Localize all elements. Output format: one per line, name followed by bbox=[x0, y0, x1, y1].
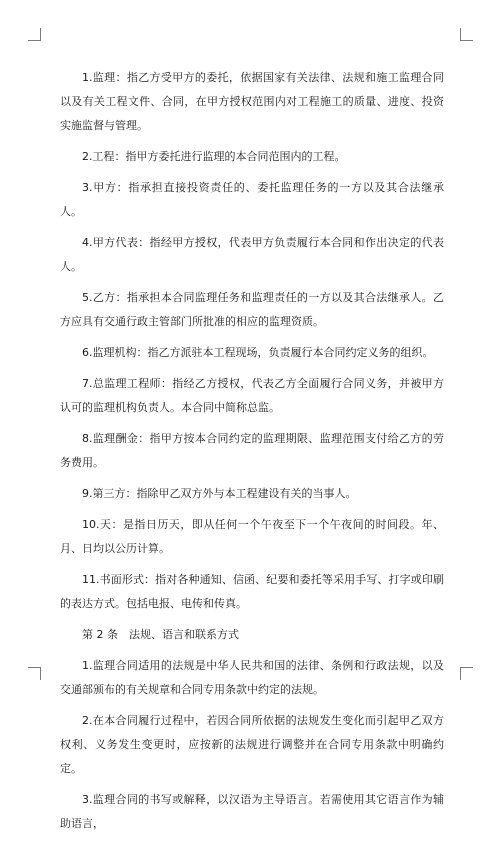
paragraph-def-project: 2.工程：指甲方委托进行监理的本合同范围内的工程。 bbox=[82, 150, 346, 163]
section-heading-article-2: 第 2 条 法规、语言和联系方式 bbox=[82, 628, 239, 641]
crop-mark-bottom-right bbox=[460, 667, 473, 680]
paragraph-def-chief-engineer: 7.总监理工程师：指经乙方授权，代表乙方全面履行合同义务，并被甲方认可的监理机构负责人。本合同中简称总监。 bbox=[60, 377, 444, 414]
crop-mark-bottom-left bbox=[28, 667, 41, 680]
paragraph-def-supervision-body: 6.监理机构：指乙方派驻本工程现场，负责履行本合同约定义务的组织。 bbox=[82, 346, 434, 359]
paragraph-language: 3.监理合同的书写或解释，以汉语为主导语言。若需使用其它语言作为辅助语言， bbox=[60, 793, 444, 830]
paragraph-def-third-party: 9.第三方：指除甲乙双方外与本工程建设有关的当事人。 bbox=[82, 487, 357, 500]
paragraph-def-supervision: 1.监理：指乙方受甲方的委托，依据国家有关法律、法规和施工监理合同以及有关工程文件、合同，在甲方授权范围内对工程施工的质量、进度、投资实施监督与管理。 bbox=[60, 71, 444, 132]
paragraph-def-party-b: 5.乙方：指承担本合同监理任务和监理责任的一方以及其合法继承人。乙方应具有交通行政主管部门所批准的相应的监理资质。 bbox=[60, 291, 444, 328]
crop-mark-top-right bbox=[460, 28, 473, 41]
paragraph-def-party-a-representative: 4.甲方代表：指经甲方授权，代表甲方负责履行本合同和作出决定的代表人。 bbox=[60, 236, 444, 273]
paragraph-law-change: 2.在本合同履行过程中，若因合同所依据的法规发生变化而引起甲乙双方权利、义务发生变更时，应按新的法规进行调整并在合同专用条款中明确约定。 bbox=[60, 714, 444, 775]
paragraph-def-day: 10.天：是指日历天，即从任何一个午夜至下一个午夜间的时间段。年、月、日均以公历计算。 bbox=[60, 518, 444, 555]
document-body bbox=[60, 66, 444, 843]
crop-mark-top-left bbox=[28, 28, 41, 41]
paragraph-def-party-a: 3.甲方：指承担直接投资责任的、委托监理任务的一方以及其合法继承人。 bbox=[60, 181, 444, 218]
paragraph-def-remuneration: 8.监理酬金：指甲方按本合同约定的监理期限、监理范围支付给乙方的劳务费用。 bbox=[60, 432, 444, 469]
paragraph-applicable-law: 1.监理合同适用的法规是中华人民共和国的法律、条例和行政法规，以及交通部颁布的有关规章和合同专用条款中约定的法规。 bbox=[60, 659, 444, 696]
paragraph-def-written-form: 11.书面形式：指对各种通知、信函、纪要和委托等采用手写、打字或印刷的表达方式。包括电报、电传和传真。 bbox=[60, 573, 444, 610]
